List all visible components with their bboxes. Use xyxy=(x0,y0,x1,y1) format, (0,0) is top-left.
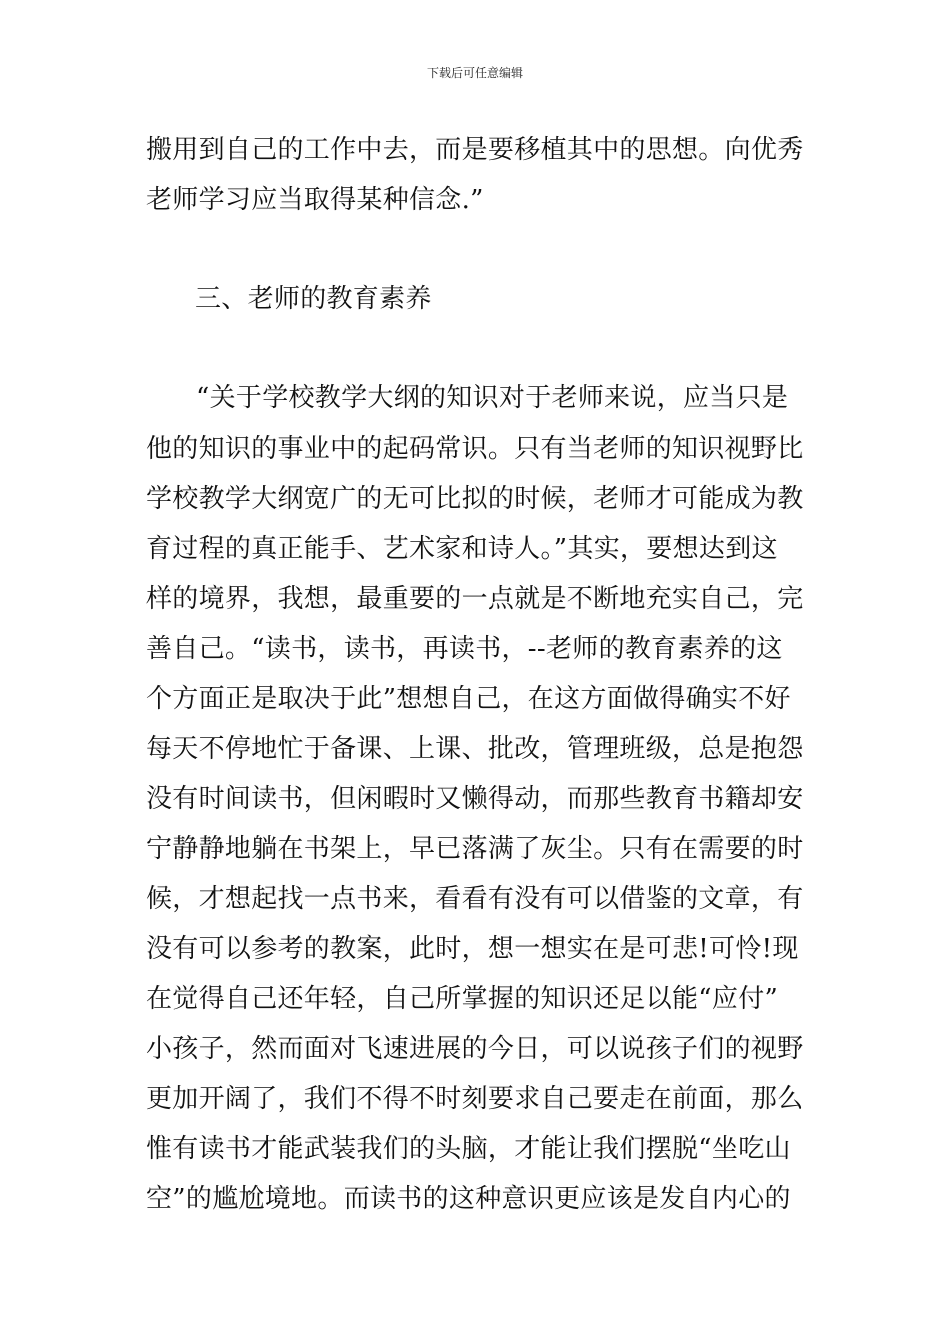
page-header-note: 下载后可任意编辑 xyxy=(426,66,523,80)
body-line: “关于学校教学大纲的知识对于老师来说，应当只是 xyxy=(196,383,789,413)
section-heading: 三、老师的教育素养 xyxy=(195,284,432,314)
body-line: 更加开阔了，我们不得不时刻要求自己要走在前面，那么 xyxy=(146,1084,804,1114)
body-line: 空”的尴尬境地。而读书的这种意识更应该是发自内心的 xyxy=(146,1184,791,1214)
body-line: 他的知识的事业中的起码常识。只有当老师的知识视野比 xyxy=(146,434,804,464)
body-line: 搬用到自己的工作中去，而是要移植其中的思想。向优秀 xyxy=(146,135,804,165)
body-line: 惟有读书才能武装我们的头脑，才能让我们摆脱“坐吃山 xyxy=(146,1134,791,1164)
body-line: 样的境界，我想，最重要的一点就是不断地充实自己，完 xyxy=(146,584,804,614)
body-line: 没有可以参考的教案，此时，想一想实在是可悲!可怜!现 xyxy=(146,934,799,964)
body-line: 没有时间读书，但闲暇时又懒得动，而那些教育书籍却安 xyxy=(146,784,804,814)
body-line: 善自己。“读书，读书，再读书，--老师的教育素养的这 xyxy=(146,634,783,664)
body-line: 小孩子，然而面对飞速进展的今日，可以说孩子们的视野 xyxy=(146,1034,804,1064)
body-line: 学校教学大纲宽广的无可比拟的时候，老师才可能成为教 xyxy=(146,484,804,514)
body-line: 老师学习应当取得某种信念.” xyxy=(146,185,484,215)
body-line: 候，才想起找一点书来，看看有没有可以借鉴的文章，有 xyxy=(146,884,804,914)
body-line: 育过程的真正能手、艺术家和诗人。”其实，要想达到这 xyxy=(146,534,778,564)
body-line: 每天不停地忙于备课、上课、批改，管理班级，总是抱怨 xyxy=(146,734,804,764)
body-line: 个方面正是取决于此”想想自己，在这方面做得确实不好 xyxy=(146,684,791,714)
body-line: 宁静静地躺在书架上，早已落满了灰尘。只有在需要的时 xyxy=(146,834,804,864)
body-line: 在觉得自己还年轻，自己所掌握的知识还足以能“应付” xyxy=(146,984,779,1014)
